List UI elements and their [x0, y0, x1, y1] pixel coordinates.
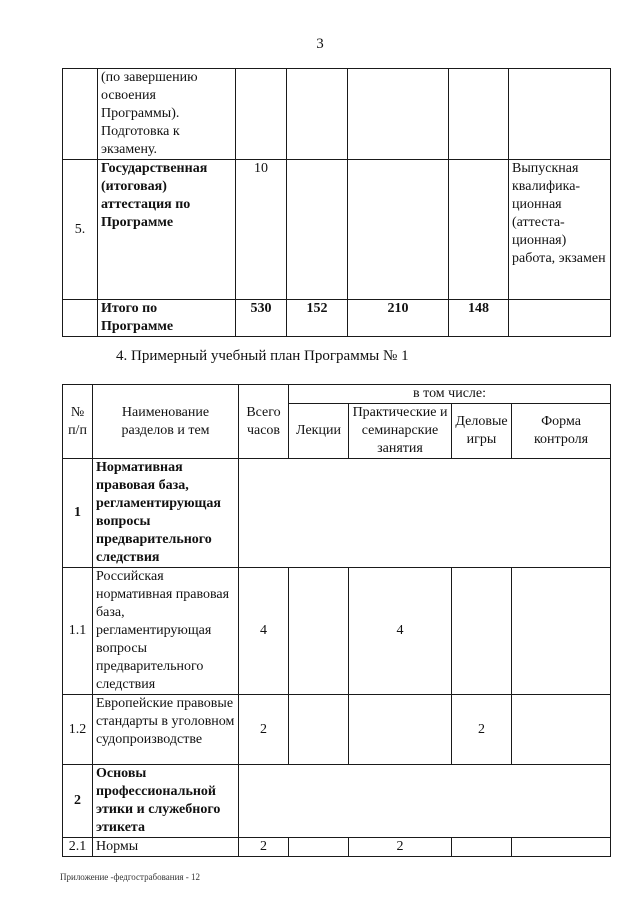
cell-total: 4: [239, 568, 289, 695]
cell-total: 2: [239, 695, 289, 765]
cell-total: 530: [236, 300, 287, 337]
cell-num: 1.1: [63, 568, 93, 695]
cell-name: Европейские правовые стандарты в уголовном судопроизводстве: [93, 695, 239, 765]
cell-lectures: 152: [287, 300, 348, 337]
header-num: № п/п: [63, 385, 93, 459]
cell-name: Итого по Программе: [98, 300, 236, 337]
header-practice: Практические и семинарские занятия: [349, 404, 452, 459]
cell-num: 1.2: [63, 695, 93, 765]
table-row: [63, 160, 611, 300]
header-lectures: Лекции: [289, 404, 349, 459]
header-row: [63, 385, 611, 404]
cell-control: Выпускная квалифика-ционная (аттеста-ционная) работа, экзамен: [509, 160, 611, 300]
cell-num: 5.: [63, 160, 98, 300]
cell-practice: [348, 69, 449, 160]
cell-lectures: [287, 160, 348, 300]
table-row: [63, 695, 611, 765]
section-row: [63, 459, 611, 568]
cell-name: Основы профессиональной этики и служебного этикета: [93, 765, 239, 838]
cell-num: 2.1: [63, 838, 93, 857]
cell-practice: [349, 695, 452, 765]
cell-name: Нормы: [93, 838, 239, 857]
cell-lectures: [289, 838, 349, 857]
cell-name: (по завершению освоения Программы). Подготовка к экзамену.: [98, 69, 236, 160]
cell-games: [449, 160, 509, 300]
cell-practice: 210: [348, 300, 449, 337]
footer-note: Приложение -федгострабования - 12: [60, 872, 201, 882]
cell-name: Нормативная правовая база, регламентирующая вопросы предварительного следствия: [93, 459, 239, 568]
cell-control: [512, 838, 611, 857]
cell-practice: [348, 160, 449, 300]
cell-total: [236, 69, 287, 160]
cell-empty: [239, 459, 611, 568]
table-row: [63, 69, 611, 160]
cell-total: 2: [239, 838, 289, 857]
cell-practice: 2: [349, 838, 452, 857]
cell-games: 148: [449, 300, 509, 337]
cell-control: [509, 69, 611, 160]
header-games: Деловые игры: [452, 404, 512, 459]
cell-lectures: [287, 69, 348, 160]
cell-name: Государственная (итоговая) аттестация по Программе: [98, 160, 236, 300]
cell-num: [63, 300, 98, 337]
section-row: [63, 765, 611, 838]
section-title: 4. Примерный учебный план Программы № 1: [116, 348, 409, 364]
cell-lectures: [289, 695, 349, 765]
cell-control: [512, 695, 611, 765]
cell-num: [63, 69, 98, 160]
header-total: Всего часов: [239, 385, 289, 459]
table-row-total: [63, 300, 611, 337]
cell-games: [452, 568, 512, 695]
header-including: в том числе:: [289, 385, 611, 404]
cell-name: Российская нормативная правовая база, регламентирующая вопросы предварительного следствия: [93, 568, 239, 695]
cell-games: 2: [452, 695, 512, 765]
cell-games: [452, 838, 512, 857]
cell-games: [449, 69, 509, 160]
plan-table: [62, 384, 611, 857]
table-row: [63, 838, 611, 857]
cell-num: 1: [63, 459, 93, 568]
cell-practice: 4: [349, 568, 452, 695]
page-number: 3: [316, 36, 324, 52]
cell-num: 2: [63, 765, 93, 838]
cell-control: [509, 300, 611, 337]
cell-total: 10: [236, 160, 287, 300]
cell-control: [512, 568, 611, 695]
cell-empty: [239, 765, 611, 838]
header-name: Наименование разделов и тем: [93, 385, 239, 459]
cell-lectures: [289, 568, 349, 695]
top-table: [62, 68, 611, 337]
header-control: Форма контроля: [512, 404, 611, 459]
table-row: [63, 568, 611, 695]
